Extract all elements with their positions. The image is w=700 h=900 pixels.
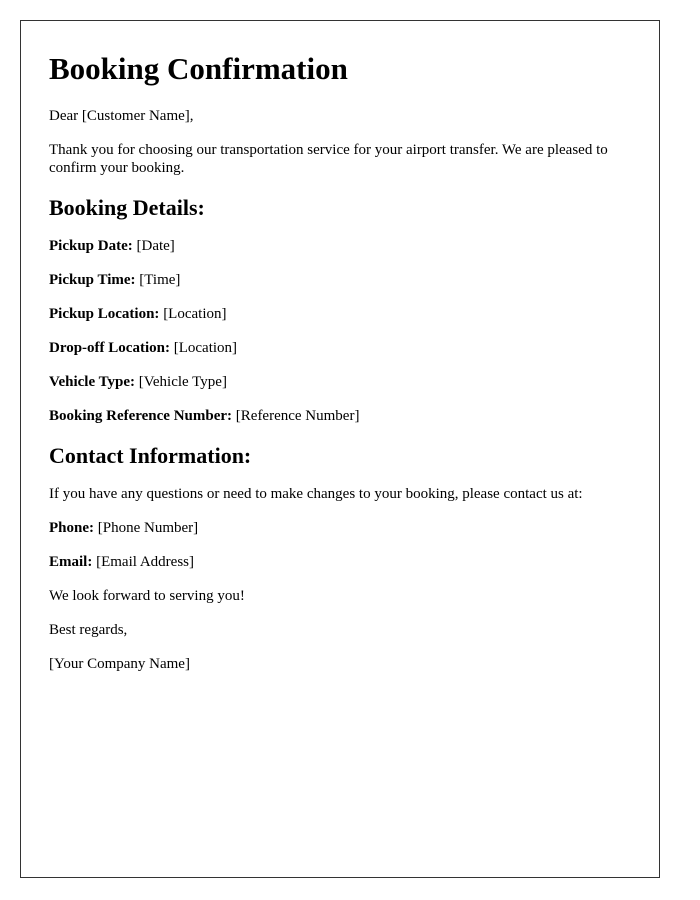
detail-label: Pickup Date:	[49, 238, 133, 254]
contact-value: [Phone Number]	[97, 520, 199, 536]
company-name: [Your Company Name]	[49, 656, 190, 672]
detail-value: [Reference Number]	[235, 408, 360, 424]
detail-label: Pickup Time:	[49, 272, 136, 288]
page-title: Booking Confirmation	[49, 51, 348, 86]
detail-booking-reference	[49, 407, 631, 425]
detail-label: Booking Reference Number:	[49, 408, 233, 424]
booking-details-heading: Booking Details:	[49, 195, 205, 220]
contact-label: Phone:	[49, 520, 94, 536]
detail-value: [Location]	[173, 340, 238, 356]
detail-pickup-location	[49, 305, 631, 323]
detail-value: [Date]	[136, 238, 175, 254]
closing-line: We look forward to serving you!	[49, 588, 245, 604]
detail-pickup-date	[49, 237, 631, 255]
detail-label: Vehicle Type:	[49, 374, 135, 390]
intro-paragraph: Thank you for choosing our transportation service for your airport transfer. We are pleased to confirm your booking.	[49, 142, 608, 176]
contact-label: Email:	[49, 554, 93, 570]
contact-information-heading: Contact Information:	[49, 443, 252, 468]
detail-value: [Vehicle Type]	[138, 374, 227, 390]
detail-dropoff-location	[49, 339, 631, 357]
contact-email	[49, 553, 631, 571]
detail-vehicle-type	[49, 373, 631, 391]
contact-value: [Email Address]	[96, 554, 194, 570]
detail-value: [Location]	[163, 306, 227, 322]
greeting: Dear [Customer Name],	[49, 108, 194, 124]
detail-label: Pickup Location:	[49, 306, 160, 322]
contact-intro: If you have any questions or need to make changes to your booking, please contact us at:	[49, 486, 583, 502]
detail-value: [Time]	[139, 272, 181, 288]
sign-off: Best regards,	[49, 622, 128, 638]
detail-label: Drop-off Location:	[49, 340, 170, 356]
contact-phone	[49, 519, 631, 537]
detail-pickup-time	[49, 271, 631, 289]
letter-page	[20, 20, 660, 878]
